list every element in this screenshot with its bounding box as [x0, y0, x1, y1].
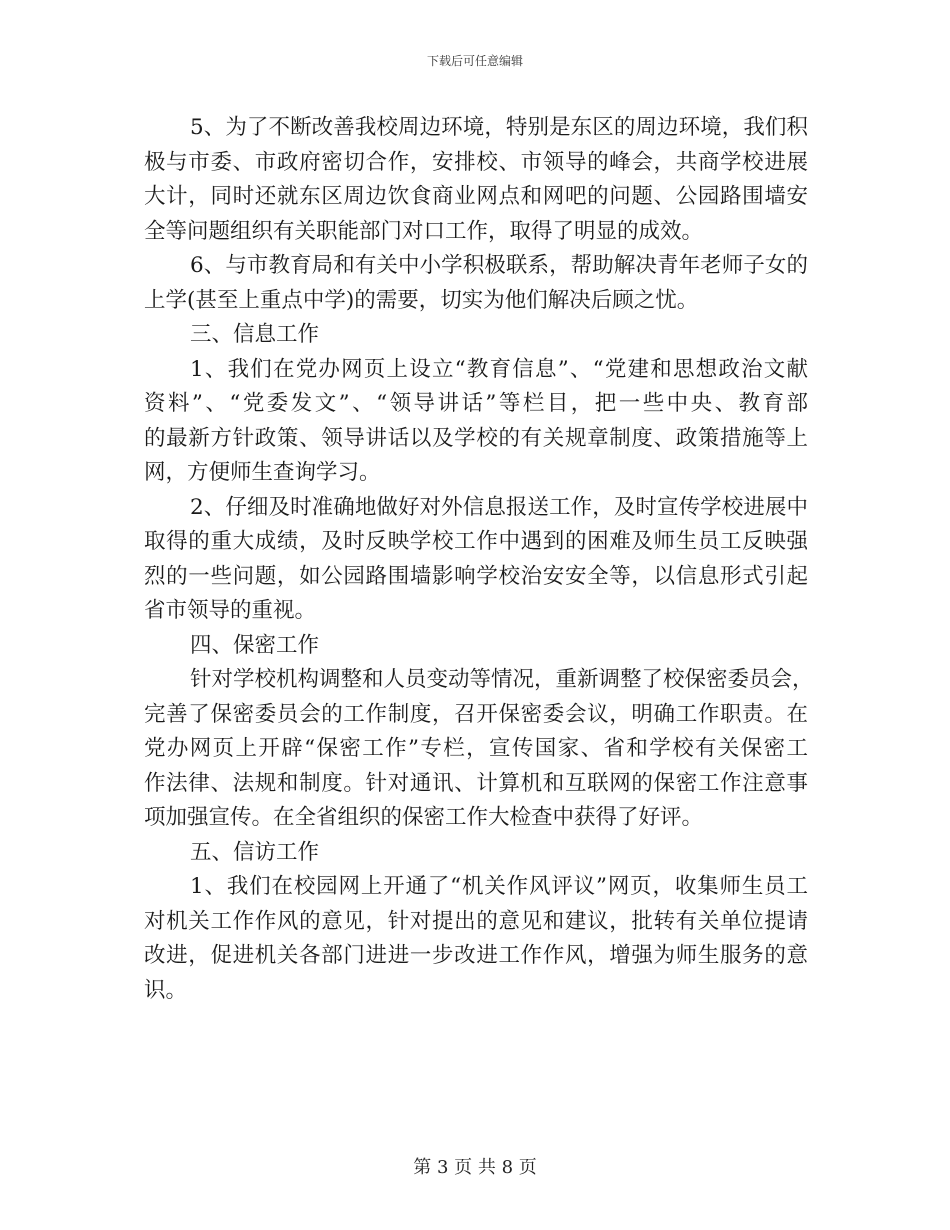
text-line: 四、保密工作 [190, 632, 320, 658]
text-line: 极与市委、市政府密切合作，安排校、市领导的峰会，共商学校进展 [144, 149, 808, 175]
text-line: 省市领导的重视。 [144, 598, 317, 623]
text-line: 完善了保密委员会的工作制度，召开保密委会议，明确工作职责。在 [144, 701, 808, 727]
text-line: 对机关工作作风的意见，针对提出的意见和建议，批转有关单位提请 [144, 908, 808, 934]
text-line: 识。 [144, 977, 188, 1003]
text-line: 党办网页上开辟“保密工作”专栏，宣传国家、省和学校有关保密工 [144, 736, 808, 761]
text-line: 2、仔细及时准确地做好对外信息报送工作，及时宣传学校进展中 [190, 494, 808, 520]
text-line: 5、为了不断改善我校周边环境，特别是东区的周边环境，我们积 [190, 115, 808, 140]
page-footer: 第 3 页 共 8 页 [413, 1157, 537, 1178]
text-line: 6、与市教育局和有关中小学积极联系，帮助解决青年老师子女的 [190, 253, 808, 278]
text-line: 大计，同时还就东区周边饮食商业网点和网吧的问题、公园路围墙安 [144, 184, 808, 209]
text-line: 1、我们在校园网上开通了“机关作风评议”网页，收集师生员工 [190, 874, 808, 899]
text-line: 项加强宣传。在全省组织的保密工作大检查中获得了好评。 [144, 805, 704, 830]
text-line: 1、我们在党办网页上设立“教育信息”、“党建和思想政治文献 [190, 356, 808, 382]
text-line: 资料”、“党委发文”、“领导讲话”等栏目，把一些中央、教育部 [144, 391, 808, 416]
text-line: 网，方便师生查询学习。 [144, 460, 381, 485]
text-line: 三、信息工作 [190, 322, 320, 347]
text-line: 的最新方针政策、领导讲话以及学校的有关规章制度、政策措施等上 [144, 425, 808, 451]
text-line: 全等问题组织有关职能部门对口工作，取得了明显的成效。 [144, 218, 704, 244]
text-line: 五、信访工作 [190, 839, 320, 865]
text-line: 针对学校机构调整和人员变动等情况，重新调整了校保密委员会， [190, 667, 814, 692]
text-line: 取得的重大成绩，及时反映学校工作中遇到的困难及师生员工反映强 [144, 529, 808, 554]
document-body [144, 111, 814, 1008]
text-line: 烈的一些问题，如公园路围墙影响学校治安安全等，以信息形式引起 [144, 563, 808, 589]
text-line: 上学(甚至上重点中学)的需要，切实为他们解决后顾之忧。 [144, 287, 699, 313]
page-header: 下载后可任意编辑 [426, 54, 523, 68]
text-line: 作法律、法规和制度。针对通讯、计算机和互联网的保密工作注意事 [144, 770, 808, 796]
text-line: 改进，促进机关各部门进进一步改进工作作风，增强为师生服务的意 [144, 943, 808, 968]
